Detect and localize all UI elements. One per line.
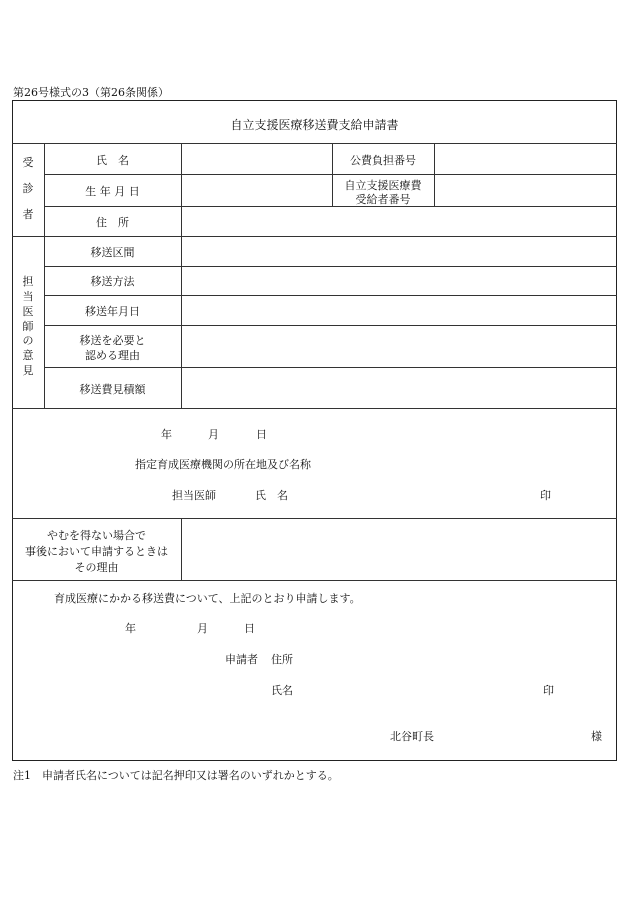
recipient-number-label-line2: 受給者番号: [355, 193, 411, 206]
cert-year: 年: [161, 428, 172, 441]
footnote: 注1 申請者氏名については記名押印又は署名のいずれかとする。: [13, 769, 339, 782]
late-application-reason-field[interactable]: [183, 520, 615, 579]
institution-label: 指定育成医療機関の所在地及び名称: [135, 458, 311, 471]
transport-estimate-field[interactable]: [183, 369, 615, 407]
late-application-label-line3: その理由: [74, 561, 119, 574]
address-label: 住 所: [96, 216, 129, 229]
patient-name-field[interactable]: [183, 145, 331, 173]
transport-section-field[interactable]: [183, 238, 615, 265]
form-number: 第26号様式の3（第26条関係）: [13, 86, 169, 99]
transport-section-label: 移送区間: [90, 246, 135, 259]
transport-method-field[interactable]: [183, 268, 615, 294]
doctor-seal-mark: 印: [540, 489, 551, 502]
addressee-mayor: 北谷町長: [390, 730, 434, 743]
patient-section-label: 受 診 者: [22, 156, 34, 221]
form-title: 自立支援医療移送費支給申請書: [230, 118, 399, 132]
transport-method-label: 移送方法: [90, 275, 135, 288]
transport-estimate-label: 移送費見積額: [79, 383, 146, 396]
declaration-text: 育成医療にかかる移送費について、上記のとおり申請します。: [54, 592, 361, 605]
transport-reason-label-line1: 移送を必要と: [79, 334, 146, 347]
addressee-honorific: 様: [591, 730, 602, 743]
doctor-opinion-section-label: 担 当 医 師 の 意 見: [22, 275, 34, 378]
applicant-seal-mark: 印: [543, 684, 554, 697]
recipient-number-field[interactable]: [436, 176, 615, 205]
application-month: 月: [197, 622, 208, 635]
doctor-name-label: 氏 名: [255, 489, 288, 502]
applicant-address-label: 住所: [271, 653, 293, 666]
attending-doctor-label: 担当医師: [172, 489, 216, 502]
public-burden-number-label: 公費負担番号: [350, 154, 416, 167]
transport-date-label: 移送年月日: [85, 305, 140, 318]
birth-date-label: 生 年 月 日: [85, 185, 140, 198]
recipient-number-label-line1: 自立支援医療費: [344, 179, 422, 192]
cert-month: 月: [208, 428, 219, 441]
cert-day: 日: [256, 428, 267, 441]
application-year: 年: [125, 622, 136, 635]
public-burden-number-field[interactable]: [436, 145, 615, 173]
patient-name-label: 氏 名: [96, 154, 129, 167]
applicant-name-label: 氏名: [271, 684, 293, 697]
late-application-label-line2: 事後において申請するときは: [25, 545, 168, 558]
birth-date-field[interactable]: [183, 176, 331, 205]
application-day: 日: [244, 622, 255, 635]
applicant-label: 申請者: [225, 653, 258, 666]
transport-date-field[interactable]: [183, 297, 615, 324]
late-application-label-line1: やむを得ない場合で: [47, 529, 146, 542]
address-field[interactable]: [183, 208, 615, 235]
transport-reason-field[interactable]: [183, 327, 615, 366]
transport-reason-label-line2: 認める理由: [85, 349, 140, 362]
